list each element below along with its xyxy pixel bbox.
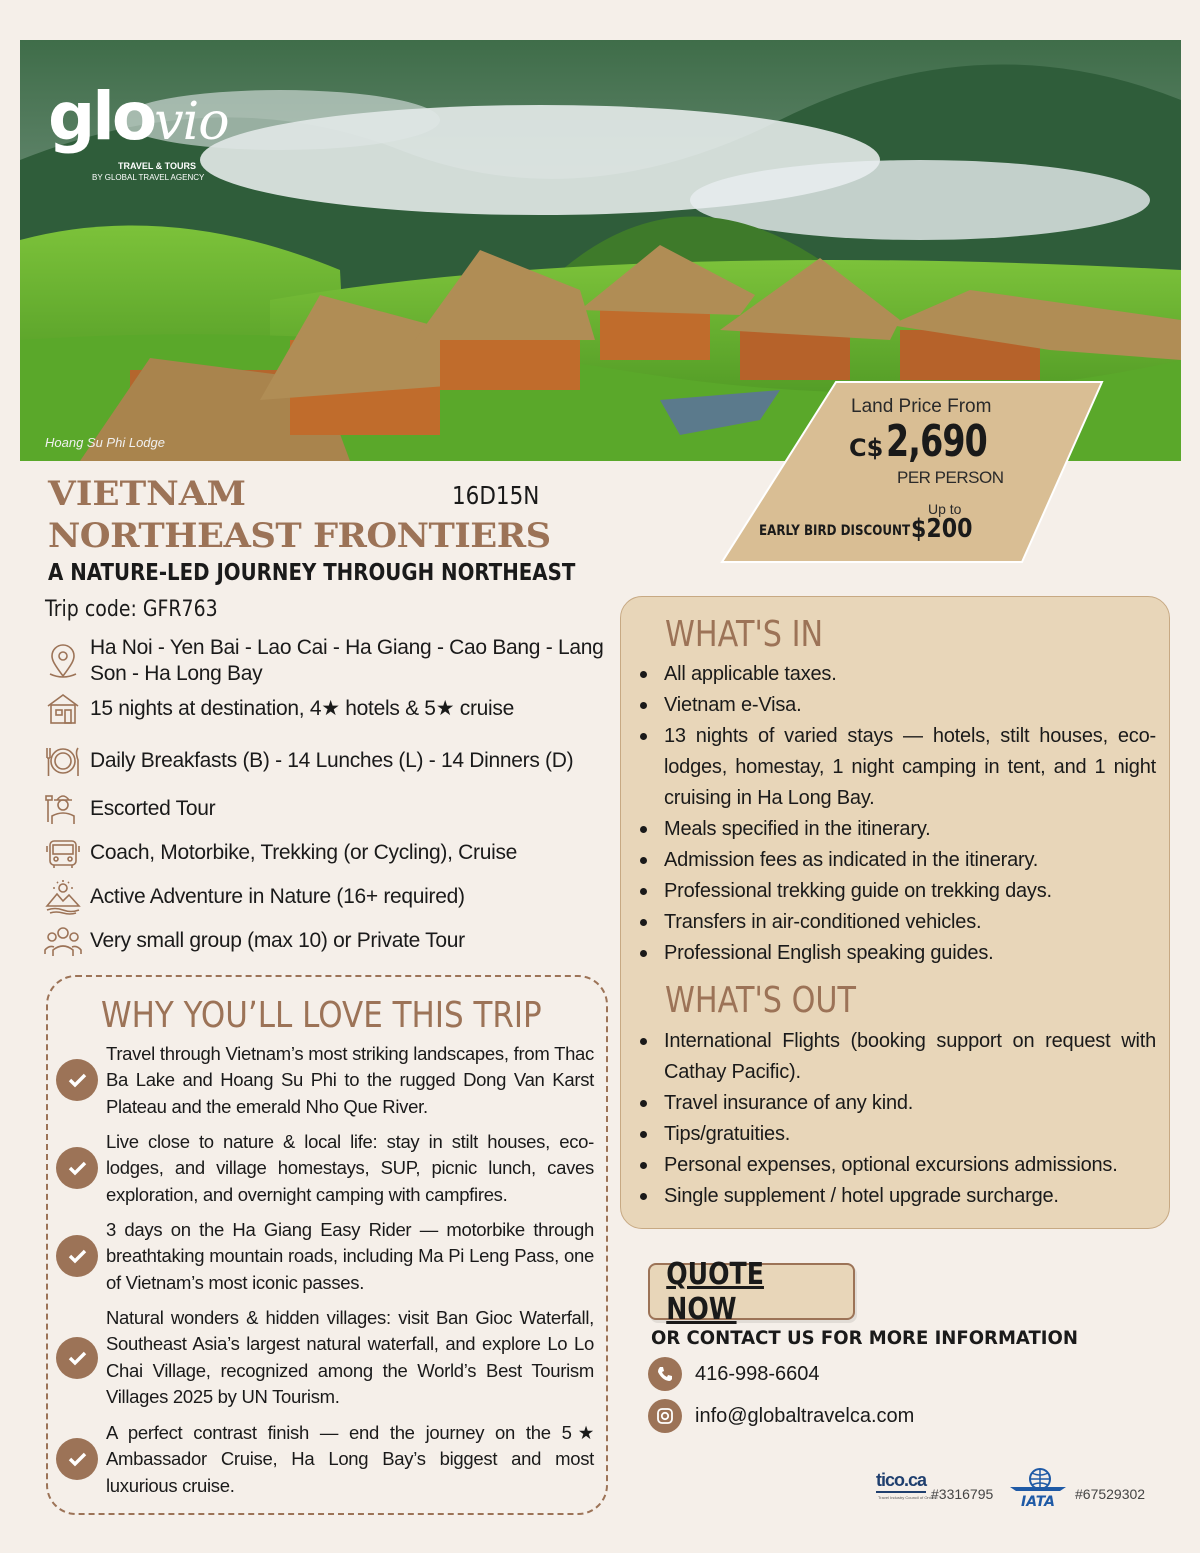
camera-icon (648, 1399, 682, 1433)
iata-wordmark: IATA (1020, 1494, 1056, 1509)
list-item: All applicable taxes. (636, 659, 1156, 690)
list-item: Vietnam e-Visa. (636, 690, 1156, 721)
list-item: Meals specified in the itinerary. (636, 814, 1156, 845)
price-currency: C$ (849, 434, 884, 462)
list-item: 13 nights of varied stays — hotels, stilt houses, eco-lodges, homestay, 1 night camping in tent, and 1 night cruising in Ha Long Bay. (636, 721, 1156, 814)
fact-activity: Active Adventure in Nature (16+ required) (44, 878, 465, 916)
brand-tagline: TRAVEL & TOURS (118, 161, 197, 171)
photo-caption: Hoang Su Phi Lodge (45, 435, 165, 450)
highlight-item: Travel through Vietnam’s most striking landscapes, from Thac Ba Lake and Hoang Su Phi to the rugged Dong Van Karst Plateau and the emerald Nho Que River. (56, 1041, 596, 1120)
list-item: Admission fees as indicated in the itinerary. (636, 845, 1156, 876)
list-item: Transfers in air-conditioned vehicles. (636, 907, 1156, 938)
bus-icon (44, 834, 82, 872)
tico-caption: Travel Industry Council of Ontario (878, 1495, 938, 1500)
list-item: Tips/gratuities. (636, 1119, 1156, 1150)
fact-tour-type: Escorted Tour (44, 790, 215, 828)
excluded-list (636, 1026, 1156, 1212)
highlight-item: Natural wonders & hidden villages: visit Ban Gioc Waterfall, Southeast Asia’s largest natural waterfall, and explore Lo Lo Chai Village, recognized among the World’s Best Tourism Villages 2025 by UN Tourism. (56, 1305, 596, 1410)
price-label: Land Price From (851, 396, 992, 417)
checkmark-icon (56, 1438, 98, 1480)
highlight-item: A perfect contrast finish — end the journey on the 5★ Ambassador Cruise, Ha Long Bay’s biggest and most luxurious cruise. (56, 1420, 596, 1499)
discount-amount: $200 (911, 514, 973, 544)
included-title: WHAT'S IN (665, 614, 824, 655)
group-icon (44, 922, 82, 960)
highlight-item: Live close to nature & local life: stay in stilt houses, eco-lodges, and village homestays, SUP, picnic lunch, caves exploration, and overnight camping with campfires. (56, 1129, 596, 1208)
fact-group-size: Very small group (max 10) or Private Tour (44, 922, 465, 960)
checkmark-icon (56, 1337, 98, 1379)
tico-number: #3316795 (931, 1486, 994, 1502)
discount-up-to: Up to (928, 501, 962, 517)
contact-email[interactable]: info@globaltravelca.com (648, 1399, 914, 1433)
fact-accommodation: 15 nights at destination, 4★ hotels & 5★ cruise (44, 690, 514, 728)
brand-logo (48, 78, 229, 182)
fact-meals: Daily Breakfasts (B) - 14 Lunches (L) - 14 Dinners (D) (44, 742, 573, 780)
iata-number: #67529302 (1075, 1486, 1146, 1502)
list-item: Travel insurance of any kind. (636, 1088, 1156, 1119)
nature-landscape-icon (44, 878, 82, 916)
contact-heading: OR CONTACT US FOR MORE INFORMATION (651, 1327, 1078, 1349)
list-item: Professional trekking guide on trekking days. (636, 876, 1156, 907)
hotel-icon (44, 690, 82, 728)
trip-duration: 16D15N (452, 481, 540, 510)
list-item: Personal expenses, optional excursions admissions. (636, 1150, 1156, 1181)
location-pin-icon (44, 642, 82, 680)
tour-guide-icon (44, 790, 82, 828)
contact-phone[interactable]: 416-998-6604 (648, 1357, 820, 1391)
brand-byline: BY GLOBAL TRAVEL AGENCY (92, 173, 205, 182)
fact-route: Ha Noi - Yen Bai - Lao Cai - Ha Giang - Cao Bang - Lang Son - Ha Long Bay (44, 635, 610, 687)
list-item: International Flights (booking support on request with Cathay Pacific). (636, 1026, 1156, 1088)
fact-transport: Coach, Motorbike, Trekking (or Cycling), Cruise (44, 834, 517, 872)
tico-logo: tico.ca (876, 1470, 926, 1493)
checkmark-icon (56, 1147, 98, 1189)
highlight-item: 3 days on the Ha Giang Easy Rider — motorbike through breathtaking mountain roads, including Ma Pi Leng Pass, one of Vietnam’s most iconic passes. (56, 1217, 596, 1296)
price-amount: 2,690 (886, 416, 987, 467)
checkmark-icon (56, 1235, 98, 1277)
meal-plate-icon (44, 742, 82, 780)
quote-now-button[interactable]: QUOTE NOW (648, 1263, 855, 1320)
list-item: Single supplement / hotel upgrade surcharge. (636, 1181, 1156, 1212)
checkmark-icon (56, 1059, 98, 1101)
trip-code: Trip code: GFR763 (45, 597, 218, 622)
trip-name: NORTHEAST FRONTIERS (48, 516, 551, 556)
highlights-title: WHY YOU’LL LOVE THIS TRIP (101, 995, 542, 1036)
trip-subtitle: A NATURE-LED JOURNEY THROUGH NORTHEAST (48, 560, 576, 586)
trip-country: VIETNAM (48, 474, 247, 514)
included-list (636, 659, 1156, 969)
phone-icon (648, 1357, 682, 1391)
brand-wordmark: glovio (48, 78, 229, 155)
list-item: Professional English speaking guides. (636, 938, 1156, 969)
iata-logo (1008, 1467, 1068, 1509)
price-per-person: PER PERSON (897, 468, 1004, 487)
excluded-title: WHAT'S OUT (665, 980, 856, 1021)
early-bird-label: EARLY BIRD DISCOUNT (759, 523, 911, 539)
